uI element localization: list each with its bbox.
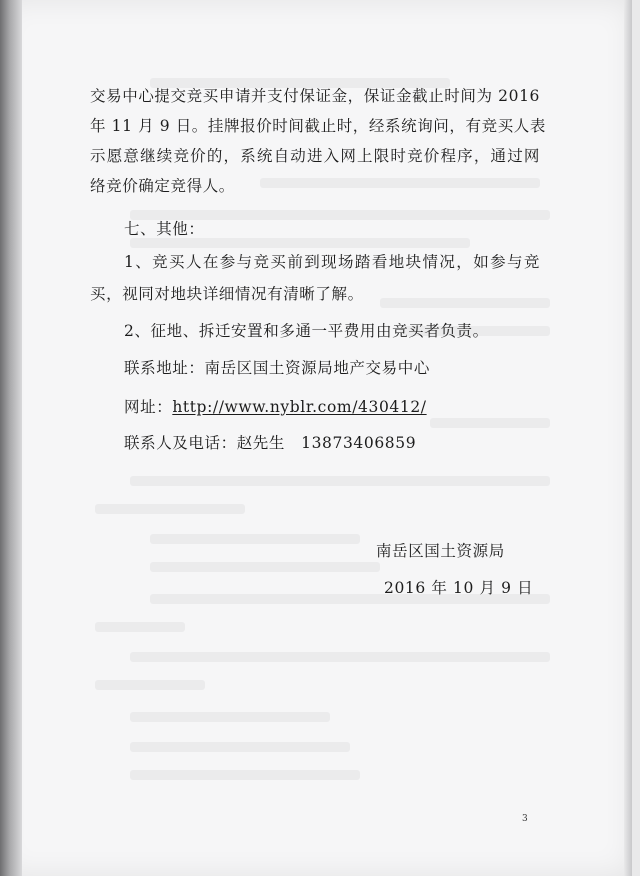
contact-person [124, 433, 416, 453]
bleed-through-mark [150, 562, 380, 572]
deposit-paragraph-line: 交易中心提交竞买申请并支付保证金，保证金截止时间为 2016 [90, 87, 540, 105]
deposit-paragraph-line: 示愿意继续竞价的，系统自动进入网上限时竞价程序，通过网 [90, 147, 540, 165]
issuer-name: 南岳区国土资源局 [376, 542, 505, 560]
other-item-1-line: 买，视同对地块详细情况有清晰了解。 [90, 285, 364, 303]
bleed-through-mark [380, 298, 550, 308]
other-item-2: 2、征地、拆迁安置和多通一平费用由竞买者负责。 [124, 322, 489, 340]
contact-address-label: 联系地址： [124, 359, 205, 377]
bleed-through-mark [150, 534, 360, 544]
bleed-through-mark [95, 680, 205, 690]
page-number: 3 [522, 814, 528, 824]
bleed-through-mark [130, 770, 360, 780]
bleed-through-mark [130, 712, 330, 722]
bleed-through-mark [430, 418, 550, 428]
bleed-through-mark [130, 742, 350, 752]
bleed-through-mark [95, 622, 185, 632]
contact-person-value: 赵先生 13873406859 [236, 434, 417, 452]
bleed-through-mark [260, 178, 540, 188]
contact-website [124, 397, 427, 417]
deposit-paragraph-line: 年 11 月 9 日。挂牌报价时间截止时，经系统询问，有竞买人表 [90, 117, 546, 135]
website-link[interactable]: http://www.nyblr.com/430412/ [172, 398, 427, 416]
bleed-through-mark [130, 476, 550, 486]
contact-address [124, 358, 430, 378]
section-other-heading: 七、其他： [124, 220, 205, 238]
bleed-through-mark [95, 504, 245, 514]
deposit-paragraph-line: 络竞价确定竞得人。 [90, 177, 235, 195]
bleed-through-mark [130, 652, 550, 662]
contact-person-label: 联系人及电话： [124, 434, 237, 452]
other-item-1-line: 1、竞买人在参与竞买前到现场踏看地块情况，如参与竞 [124, 253, 540, 271]
issue-date: 2016 年 10 月 9 日 [384, 579, 534, 597]
page-right-edge [624, 0, 632, 876]
bleed-through-mark [130, 238, 470, 248]
page-binding-edge [0, 0, 22, 876]
contact-website-label: 网址： [124, 398, 173, 416]
contact-address-value: 南岳区国土资源局地产交易中心 [204, 359, 430, 377]
